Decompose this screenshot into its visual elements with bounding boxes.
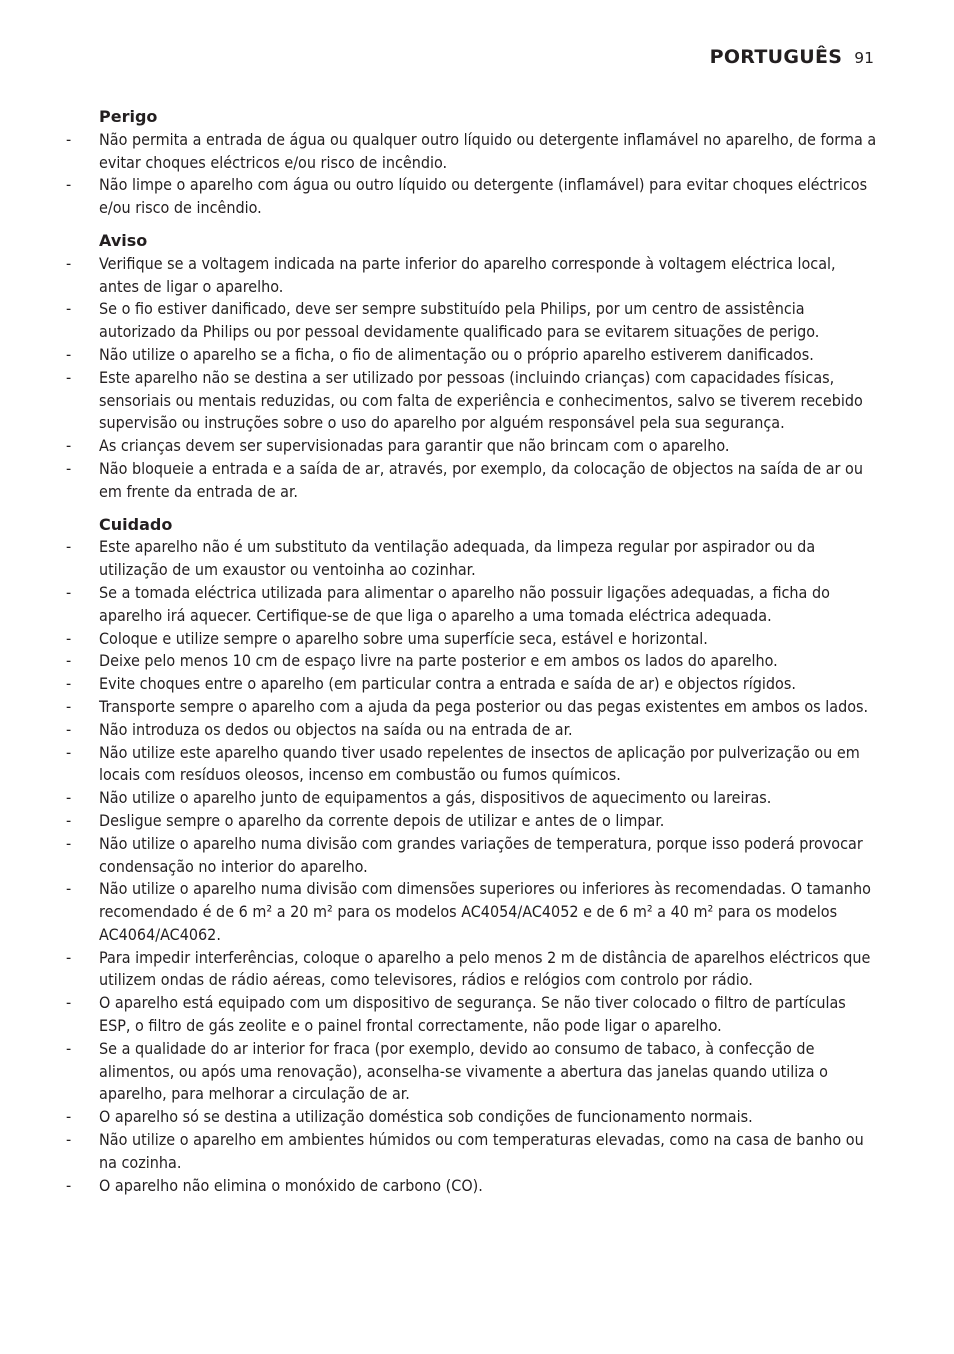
dash-bullet: - [66,175,72,195]
list-item-text: Evite choques entre o aparelho (em particular contra a entrada e saída de ar) e objectos rígidos. [99,674,796,694]
list-item [66,174,878,220]
list-item-text: Não utilize este aparelho quando tiver usado repelentes de insectos de aplicação por pulverização ou em locais com resíduos oleosos, incenso em combustão ou fumos químicos. [99,742,860,785]
list-item-text: O aparelho só se destina a utilização doméstica sob condições de funcionamento normais. [99,1107,753,1127]
document-body [66,106,878,1207]
dash-bullet: - [66,1038,72,1058]
list-item [66,536,878,582]
list-item-text: Não bloqueie a entrada e a saída de ar, através, por exemplo, da colocação de objectos na saída de ar ou em frente da entrada de ar. [99,458,863,501]
list-item [66,298,878,344]
list-item-text: Se a tomada eléctrica utilizada para alimentar o aparelho não possuir ligações adequadas, a ficha do aparelho irá aquecer. Certifique-se de que liga o aparelho a uma tomada eléctrica adequada. [99,582,830,625]
dash-bullet: - [66,458,72,478]
list-item [66,650,878,673]
list-item [66,947,878,993]
dash-bullet: - [66,1107,72,1127]
bullet-list [66,536,878,1197]
list-item-text: Não utilize o aparelho numa divisão com grandes variações de temperatura, porque isso poderá provocar condensação no interior do aparelho. [99,833,863,876]
list-item [66,742,878,788]
list-item-text: Não utilize o aparelho se a ficha, o fio de alimentação ou o próprio aparelho estiverem danificados. [99,344,814,364]
list-item-text: Desligue sempre o aparelho da corrente depois de utilizar e antes de o limpar. [99,810,665,830]
dash-bullet: - [66,879,72,899]
dash-bullet: - [66,129,72,149]
dash-bullet: - [66,1130,72,1150]
list-item [66,810,878,833]
dash-bullet: - [66,674,72,694]
dash-bullet: - [66,253,72,273]
list-item [66,1129,878,1175]
list-item [66,992,878,1038]
list-item [66,628,878,651]
dash-bullet: - [66,537,72,557]
list-item-text: Transporte sempre o aparelho com a ajuda da pega posterior ou das pegas existentes em ambos os lados. [99,696,869,716]
list-item-text: Para impedir interferências, coloque o aparelho a pelo menos 2 m de distância de aparelhos eléctricos que utilizem ondas de rádio aéreas, como televisores, rádios e relógios com controlo por rádio. [99,947,871,990]
list-item [66,367,878,435]
section-title: Perigo [99,107,158,126]
dash-bullet: - [66,344,72,364]
dash-bullet: - [66,993,72,1013]
dash-bullet: - [66,742,72,762]
list-item [66,253,878,299]
list-item-text: Não utilize o aparelho em ambientes húmidos ou com temperaturas elevadas, como na casa de banho ou na cozinha. [99,1130,864,1172]
bullet-list [66,129,878,220]
dash-bullet: - [66,299,72,319]
list-item [66,129,878,175]
list-item-text: Deixe pelo menos 10 cm de espaço livre na parte posterior e em ambos os lados do aparelho. [99,651,778,671]
section-aviso [66,230,878,504]
section-title: Cuidado [99,514,173,534]
list-item-text: O aparelho não elimina o monóxido de carbono (CO). [99,1175,483,1195]
section-cuidado [66,514,878,1198]
list-item-text: Se a qualidade do ar interior for fraca (por exemplo, devido ao consumo de tabaco, à confecção de alimentos, ou após uma renovação), aconselha-se vivamente a abertura das janelas quando utiliza o aparelho, para melhorar a circulação de ar. [99,1038,828,1104]
list-item-text: Não limpe o aparelho com água ou outro líquido ou detergente (inflamável) para evitar choques eléctricos e/ou risco de incêndio. [99,175,868,218]
list-item-text: Não utilize o aparelho numa divisão com dimensões superiores ou inferiores às recomendadas. O tamanho recomendado é de 6 m² a 20 m² para os modelos AC4054/AC4052 e de 6 m² a 40 m² para os modelos AC4064/AC4062. [99,879,871,944]
dash-bullet: - [66,436,72,456]
dash-bullet: - [66,628,72,648]
section-title: Aviso [99,230,148,250]
list-item [66,458,878,504]
list-item [66,696,878,719]
dash-bullet: - [66,719,72,739]
list-item [66,582,878,628]
list-item [66,787,878,810]
bullet-list [66,253,878,504]
list-item [66,833,878,879]
dash-bullet: - [66,833,72,853]
dash-bullet: - [66,810,72,830]
list-item-text: Não utilize o aparelho junto de equipamentos a gás, dispositivos de aquecimento ou lareiras. [99,788,772,808]
list-item [66,435,878,458]
list-item-text: Este aparelho não se destina a ser utilizado por pessoas (incluindo crianças) com capacidades físicas, sensoriais ou mentais reduzidas, ou com falta de experiência e conhecimentos, salvo se tiverem recebido supervisão ou instruções sobre o uso do aparelho por alguém responsável pela sua segurança. [99,367,863,433]
dash-bullet: - [66,788,72,808]
dash-bullet: - [66,1175,72,1195]
list-item-text: Não permita a entrada de água ou qualquer outro líquido ou detergente inflamável no aparelho, de forma a evitar choques eléctricos e/ou risco de incêndio. [99,129,877,172]
list-item-text: O aparelho está equipado com um dispositivo de segurança. Se não tiver colocado o filtro de partículas ESP, o filtro de gás zeolite e o painel frontal correctamente, não pode ligar o aparelho. [99,993,846,1036]
language-label: PORTUGUÊS [709,46,843,68]
list-item [66,878,878,946]
list-item [66,673,878,696]
list-item-text: As crianças devem ser supervisionadas para garantir que não brincam com o aparelho. [99,436,730,456]
dash-bullet: - [66,367,72,387]
dash-bullet: - [66,651,72,671]
dash-bullet: - [66,947,72,967]
list-item-text: Este aparelho não é um substituto da ventilação adequada, da limpeza regular por aspirador ou da utilização de um exaustor ou ventoinha ao cozinhar. [99,537,816,580]
list-item [66,344,878,367]
page-header [710,46,874,68]
list-item [66,1175,878,1198]
list-item [66,719,878,742]
list-item-text: Não introduza os dedos ou objectos na saída ou na entrada de ar. [99,719,573,739]
list-item-text: Se o fio estiver danificado, deve ser sempre substituído pela Philips, por um centro de assistência autorizado da Philips ou por pessoal devidamente qualificado para se evitarem situações de perigo. [99,299,820,342]
list-item-text: Verifique se a voltagem indicada na parte inferior do aparelho corresponde à voltagem eléctrica local, antes de ligar o aparelho. [99,253,836,296]
dash-bullet: - [66,696,72,716]
section-perigo [66,106,878,220]
list-item [66,1106,878,1129]
page-number: 91 [854,49,874,67]
list-item-text: Coloque e utilize sempre o aparelho sobre uma superfície seca, estável e horizontal. [99,628,708,648]
dash-bullet: - [66,582,72,602]
list-item [66,1038,878,1106]
